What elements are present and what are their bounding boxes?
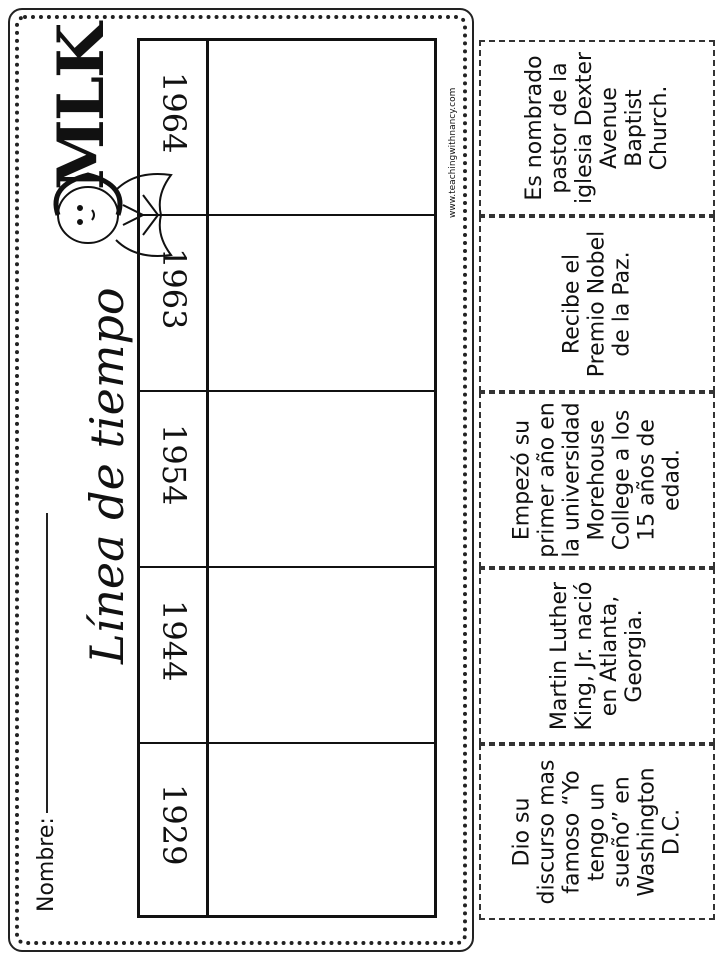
mlk-header: MLK bbox=[44, 24, 119, 190]
card-morehouse[interactable]: Empezó su primer año en la universidad Morehouse College a los 15 años de edad. bbox=[479, 392, 715, 568]
year-column-divider bbox=[206, 41, 209, 915]
name-blank-line[interactable] bbox=[46, 513, 48, 813]
year-1954: 1954 bbox=[155, 424, 193, 506]
row-divider bbox=[140, 214, 434, 216]
row-divider bbox=[140, 566, 434, 568]
worksheet-title: Línea de tiempo bbox=[80, 287, 134, 664]
year-1964: 1964 bbox=[155, 72, 193, 154]
website-credit: www.teachingwithnancy.com bbox=[448, 87, 458, 218]
name-label: Nombre: bbox=[34, 817, 59, 912]
year-1944: 1944 bbox=[155, 600, 193, 682]
row-divider bbox=[140, 742, 434, 744]
row-divider bbox=[140, 390, 434, 392]
name-field[interactable] bbox=[34, 513, 59, 912]
card-born[interactable]: Martin Luther King, Jr. nació en Atlanta, Georgia. bbox=[479, 568, 715, 744]
card-dream-speech[interactable]: Dio su discurso mas famoso “Yo tengo un sueño” en Washington D.C. bbox=[479, 744, 715, 920]
card-pastor[interactable]: Es nombrado pastor de la iglesia Dexter Avenue Baptist Church. bbox=[479, 40, 715, 216]
card-nobel[interactable]: Recibe el Premio Nobel de la Paz. bbox=[479, 216, 715, 392]
timeline-grid bbox=[137, 38, 437, 918]
year-1963: 1963 bbox=[155, 248, 193, 330]
year-1929: 1929 bbox=[155, 784, 193, 866]
cutout-cards bbox=[479, 40, 715, 920]
